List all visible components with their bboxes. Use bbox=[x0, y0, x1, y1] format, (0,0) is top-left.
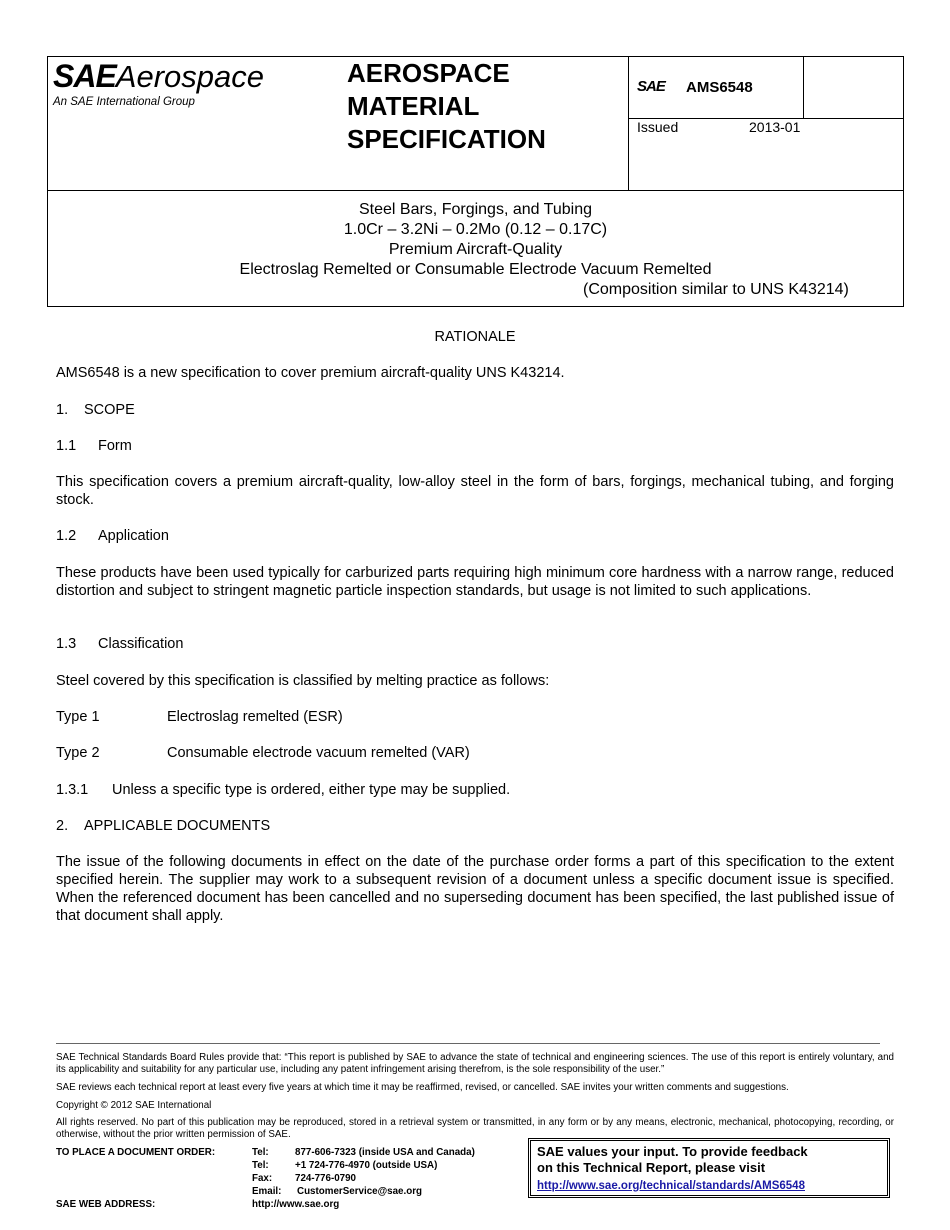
section-1-2-title: Application bbox=[98, 528, 169, 544]
title-line-2: 1.0Cr – 3.2Ni – 0.2Mo (0.12 – 0.17C) bbox=[343, 221, 608, 238]
section-1-2-text: These products have been used typically for carburized parts requiring high minimum core hardness with a narrow range, reduced distortion and subject to stringent magnetic particle inspection standards, but usage is not limited to such applications. bbox=[56, 565, 894, 599]
contact-tel-2-value: +1 724-776-4970 (outside USA) bbox=[295, 1160, 438, 1171]
feedback-line-1: SAE values your input. To provide feedback bbox=[537, 1144, 808, 1159]
order-label: TO PLACE A DOCUMENT ORDER: bbox=[56, 1147, 216, 1158]
title-line-1: Steel Bars, Forgings, and Tubing bbox=[358, 201, 593, 218]
contact-tel-1-value: 877-606-7323 (inside USA and Canada) bbox=[295, 1147, 475, 1158]
section-1-3-number: 1.3 bbox=[56, 636, 77, 652]
sae-aerospace-logo bbox=[53, 58, 264, 95]
type-1-description: Electroslag remelted (ESR) bbox=[167, 709, 343, 725]
web-address-value[interactable]: http://www.sae.org bbox=[252, 1199, 340, 1210]
type-1-label: Type 1 bbox=[56, 709, 100, 725]
spec-title-line-2: MATERIAL bbox=[347, 91, 480, 121]
contact-email-label: Email: bbox=[252, 1186, 282, 1197]
logo-sae-text: SAE bbox=[53, 58, 116, 94]
spec-title-line-3: SPECIFICATION bbox=[347, 124, 546, 154]
section-1-number: 1. bbox=[56, 402, 69, 418]
section-1-2-number: 1.2 bbox=[56, 528, 77, 544]
document-number: AMS6548 bbox=[686, 79, 753, 96]
contact-email-value[interactable]: CustomerService@sae.org bbox=[297, 1186, 422, 1197]
rationale-heading: RATIONALE bbox=[434, 329, 516, 345]
section-1-1-text: This specification covers a premium aircraft-quality, low-alloy steel in the form of bars, forgings, mechanical tubing, and forging stock. bbox=[56, 474, 894, 508]
type-2-description: Consumable electrode vacuum remelted (VAR) bbox=[167, 745, 470, 761]
section-1-title: SCOPE bbox=[84, 402, 135, 418]
footer-review: SAE reviews each technical report at least every five years at which time it may be reaffirmed, revised, or cancelled. SAE invites your written comments and suggestions. bbox=[56, 1082, 789, 1093]
footer-rule bbox=[56, 1043, 880, 1044]
issued-label: Issued bbox=[637, 119, 679, 135]
section-1-3-text: Steel covered by this specification is classified by melting practice as follows: bbox=[56, 673, 550, 689]
feedback-line-2: on this Technical Report, please visit bbox=[537, 1160, 766, 1175]
header-divider-vertical bbox=[628, 57, 629, 190]
section-2-title: APPLICABLE DOCUMENTS bbox=[84, 818, 271, 834]
logo-subtitle: An SAE International Group bbox=[53, 96, 195, 108]
section-2-number: 2. bbox=[56, 818, 69, 834]
contact-tel-1-label: Tel: bbox=[252, 1147, 269, 1158]
spec-title bbox=[347, 57, 546, 156]
web-address-label: SAE WEB ADDRESS: bbox=[56, 1199, 156, 1210]
title-line-4: Electroslag Remelted or Consumable Electrode Vacuum Remelted bbox=[239, 261, 712, 278]
rationale-text: AMS6548 is a new specification to cover premium aircraft-quality UNS K43214. bbox=[56, 365, 565, 381]
section-2-text: The issue of the following documents in effect on the date of the purchase order forms a part of this specification to the extent specified herein. The supplier may work to a subsequent revision of a document unless a specific document issue is specified. When the referenced document has been cancelled and no superseding document has been specified, the last published issue of that document shall apply. bbox=[56, 854, 894, 924]
header-divider-title bbox=[48, 190, 904, 191]
feedback-box bbox=[528, 1138, 890, 1198]
issued-date: 2013-01 bbox=[749, 119, 801, 135]
contact-fax-label: Fax: bbox=[252, 1173, 273, 1184]
footer-rules: SAE Technical Standards Board Rules provide that: “This report is published by SAE to advance the state of technical and engineering sciences. The use of this report is entirely voluntary, and its applicability and suitability for any particular use, including any patent infringement arising therefrom, is the sole responsibility of the user.” bbox=[56, 1052, 894, 1075]
title-line-3: Premium Aircraft-Quality bbox=[388, 241, 563, 258]
footer-copyright: Copyright © 2012 SAE International bbox=[56, 1100, 212, 1111]
spec-title-line-1: AEROSPACE bbox=[347, 58, 510, 88]
contact-tel-2-label: Tel: bbox=[252, 1160, 269, 1171]
contact-fax-value: 724-776-0790 bbox=[295, 1173, 357, 1184]
type-2-label: Type 2 bbox=[56, 745, 100, 761]
section-1-3-title: Classification bbox=[98, 636, 184, 652]
header-divider-vertical-2 bbox=[803, 57, 804, 118]
footer-rights: All rights reserved. No part of this publication may be reproduced, stored in a retrieval system or transmitted, in any form or by any means, electronic, mechanical, photocopying, recording, or otherwise, without the prior written permission of SAE. bbox=[56, 1117, 894, 1140]
sae-small-logo: SAE bbox=[637, 78, 665, 95]
section-1-1-number: 1.1 bbox=[56, 438, 77, 454]
section-1-3-1-number: 1.3.1 bbox=[56, 782, 89, 798]
feedback-link[interactable]: http://www.sae.org/technical/standards/AMS6548 bbox=[537, 1180, 805, 1192]
section-1-1-title: Form bbox=[98, 438, 132, 454]
composition-note: (Composition similar to UNS K43214) bbox=[583, 281, 849, 298]
document-title bbox=[47, 200, 904, 280]
section-1-3-1-text: Unless a specific type is ordered, either type may be supplied. bbox=[112, 782, 511, 798]
logo-aerospace-text: Aerospace bbox=[115, 59, 265, 94]
